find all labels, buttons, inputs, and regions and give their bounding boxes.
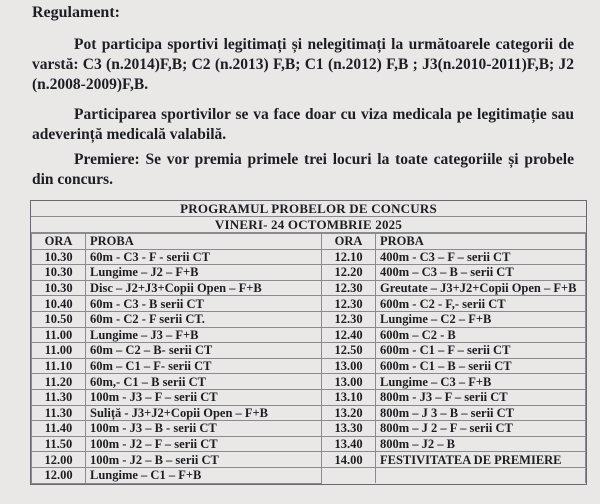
- time-cell-right: 13.20: [322, 405, 376, 421]
- header-proba-left: PROBA: [86, 234, 322, 250]
- time-cell-left: 11.00: [32, 327, 86, 343]
- time-cell-left: 10.40: [32, 296, 86, 312]
- event-cell-left: Lungime – J2 – F+B: [86, 265, 322, 281]
- time-cell-left: 12.00: [32, 467, 86, 483]
- header-ora-right: ORA: [322, 234, 376, 250]
- paragraph-medical: Participarea sportivilor se va face doar cu viza medicala pe legitimație sau adeverință medicală valabilă.: [32, 106, 574, 143]
- event-cell-right: FESTIVITATEA DE PREMIERE: [376, 452, 586, 468]
- time-cell-right: 12.10: [322, 249, 376, 265]
- table-row: [32, 421, 586, 437]
- event-cell-left: 60m,- C1 – B serii CT: [86, 374, 322, 390]
- time-cell-left: 10.30: [32, 265, 86, 281]
- time-cell-left: 10.50: [32, 311, 86, 327]
- section-heading: Regulament:: [32, 4, 120, 21]
- table-row: [32, 452, 586, 468]
- event-cell-left: 60m - C3 - F - serii CT: [86, 249, 322, 265]
- time-cell-right: 13.00: [322, 374, 376, 390]
- time-cell-right: 13.10: [322, 389, 376, 405]
- time-cell-left: 11.50: [32, 436, 86, 452]
- event-cell-left: 100m - J3 – B - serii CT: [86, 421, 322, 437]
- paragraph-awards: Premiere: Se vor premia primele trei locuri la toate categoriile și probele din concurs.: [32, 151, 574, 188]
- event-cell-left: 60m – C2 – B- serii CT: [86, 343, 322, 359]
- table-row: [32, 389, 586, 405]
- time-cell-right: 12.40: [322, 327, 376, 343]
- time-cell-right: 12.30: [322, 311, 376, 327]
- program-date: VINERI- 24 OCTOMBRIE 2025: [31, 217, 586, 233]
- time-cell-right: 12.20: [322, 265, 376, 281]
- time-cell-left: 11.30: [32, 389, 86, 405]
- event-cell-left: Lungime – C1 – F+B: [86, 467, 322, 483]
- table-row: [32, 405, 586, 421]
- event-cell-right: 400m - C3 – F – serii CT: [376, 249, 586, 265]
- table-row: [32, 296, 586, 312]
- event-cell-right: Lungime – C2 – F+B: [376, 311, 586, 327]
- event-cell-left: 60m - C2 - F serii CT.: [86, 311, 322, 327]
- table-row: [32, 436, 586, 452]
- time-cell-right: 14.00: [322, 452, 376, 468]
- program-table: [30, 200, 587, 485]
- time-cell-left: 11.40: [32, 421, 86, 437]
- event-cell-left: Disc – J2+J3+Copii Open – F+B: [86, 280, 322, 296]
- event-cell-left: 100m - J2 – B – serii CT: [86, 452, 322, 468]
- time-cell-left: 11.00: [32, 343, 86, 359]
- event-cell-left: 60m – C1 – F- serii CT: [86, 358, 322, 374]
- time-cell-left: 11.30: [32, 405, 86, 421]
- event-cell-right: Greutate – J3+J2+Copii Open – F+B: [376, 280, 586, 296]
- table-header-row: [32, 234, 586, 250]
- event-cell-left: Suliță - J3+J2+Copii Open – F+B: [86, 405, 322, 421]
- event-cell-left: 100m - J3 – F – serii CT: [86, 389, 322, 405]
- time-cell-left: 10.30: [32, 280, 86, 296]
- time-cell-right: 13.00: [322, 358, 376, 374]
- time-cell-right: 12.50: [322, 343, 376, 359]
- paragraph-categories: Pot participa sportivi legitimați și nelegitimați la următoarele categorii de varstă: C3 (n.2014)F,B; C2 (n.2013) F,B; C1 (n.2012) F,B ; J3(n.2010-2011)F,B; J2 (n.2008-2009)F,B.: [32, 36, 574, 93]
- table-row: [32, 311, 586, 327]
- table-row: [32, 358, 586, 374]
- table-row: [32, 343, 586, 359]
- time-cell-left: 12.00: [32, 452, 86, 468]
- table-row: [32, 280, 586, 296]
- time-cell-right: 12.30: [322, 296, 376, 312]
- time-cell-left: 11.10: [32, 358, 86, 374]
- table-row: [32, 467, 586, 483]
- event-cell-right: 800m – J 3 – B – serii CT: [376, 405, 586, 421]
- event-cell-right: 600m - C1 – F – serii CT: [376, 343, 586, 359]
- event-cell-right: Lungime – C3 – F+B: [376, 374, 586, 390]
- event-cell-left: 60m - C3 - B serii CT: [86, 296, 322, 312]
- event-cell-right: 400m – C3 – B – serii CT: [376, 265, 586, 281]
- table-row: [32, 265, 586, 281]
- time-cell-right: [322, 467, 376, 483]
- event-cell-left: 100m - J2 – F – serii CT: [86, 436, 322, 452]
- header-ora-left: ORA: [32, 234, 86, 250]
- event-cell-right: [376, 467, 586, 483]
- table-row: [32, 374, 586, 390]
- event-cell-right: 800m – J2 – B: [376, 436, 586, 452]
- header-proba-right: PROBA: [376, 234, 586, 250]
- time-cell-right: 13.40: [322, 436, 376, 452]
- event-cell-right: 800m – J 2 – F – serii CT: [376, 421, 586, 437]
- event-cell-right: 600m - C1 – B – serii CT: [376, 358, 586, 374]
- event-cell-left: Lungime – J3 – F+B: [86, 327, 322, 343]
- time-cell-left: 11.20: [32, 374, 86, 390]
- event-cell-right: 600m - C2 - F,- serii CT: [376, 296, 586, 312]
- program-title: PROGRAMUL PROBELOR DE CONCURS: [31, 201, 586, 217]
- table-row: [32, 249, 586, 265]
- time-cell-right: 13.30: [322, 421, 376, 437]
- time-cell-right: 12.30: [322, 280, 376, 296]
- time-cell-left: 10.30: [32, 249, 86, 265]
- event-cell-right: 600m – C2 - B: [376, 327, 586, 343]
- table-row: [32, 327, 586, 343]
- schedule-table: [31, 233, 586, 484]
- event-cell-right: 800m - J3 – F – serii CT: [376, 389, 586, 405]
